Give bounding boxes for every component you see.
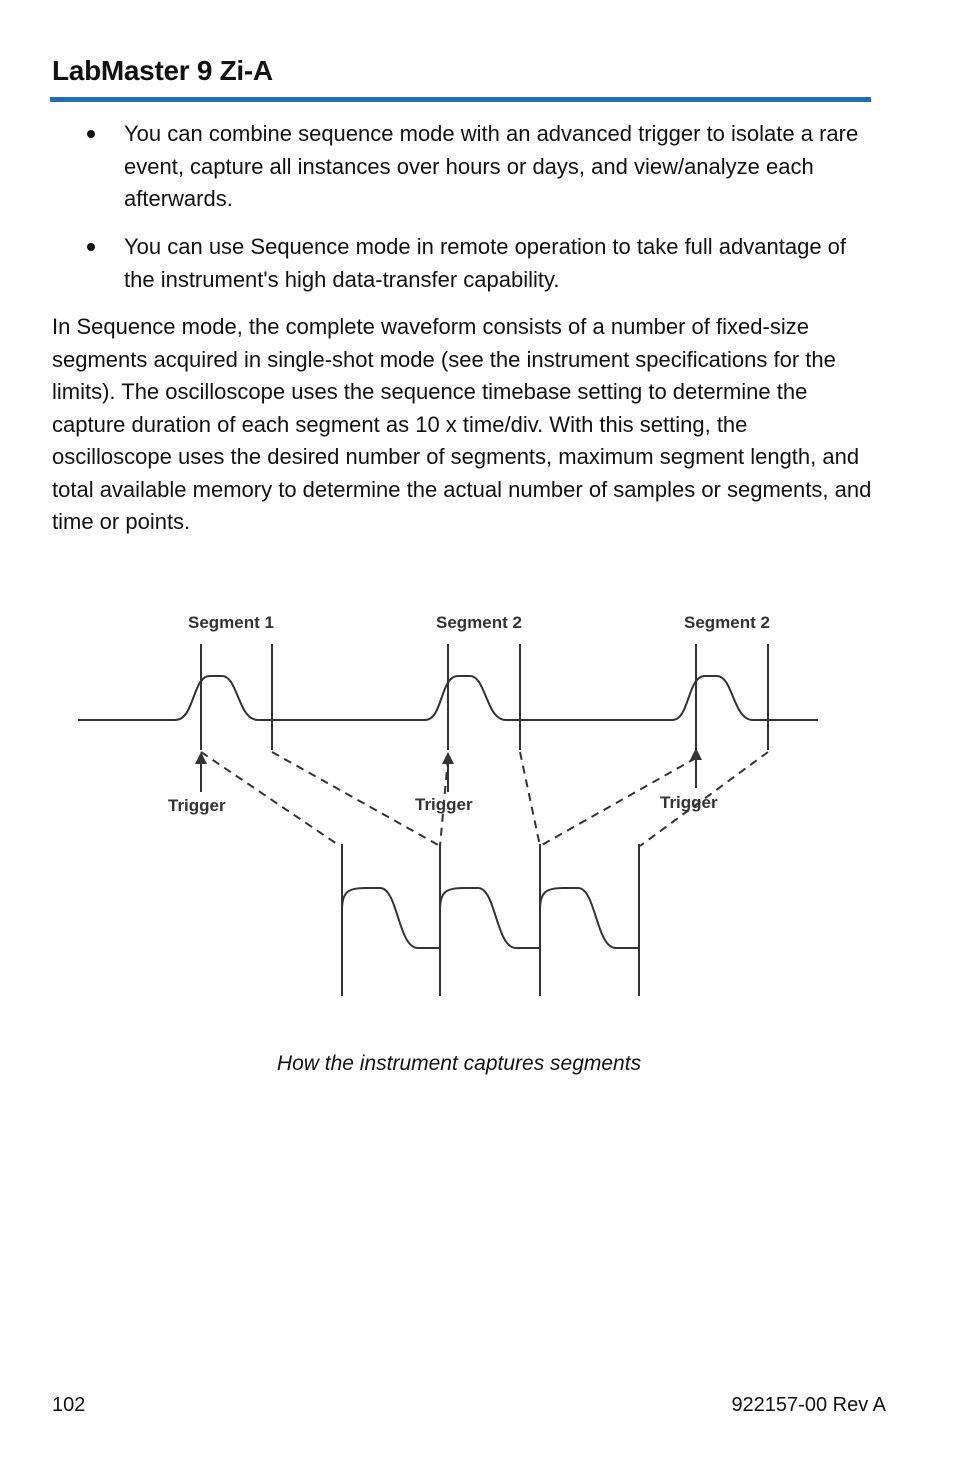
captured-segment-markers: [342, 844, 639, 996]
bullet-item: [124, 231, 879, 296]
diagram-svg: [60, 600, 840, 1010]
trigger-label: Trigger: [660, 793, 718, 812]
bullet-item: [124, 118, 879, 216]
trigger-label: Trigger: [168, 796, 226, 815]
bullet-dot-icon: [87, 243, 95, 251]
page-header-title: LabMaster 9 Zi-A: [52, 55, 273, 86]
segment-window-markers: [201, 644, 768, 750]
bullet-text: You can combine sequence mode with an advanced trigger to isolate a rare event, capture all instances over hours or days, and view/analyze each afterwards.: [124, 121, 859, 211]
bullet-dot-icon: [87, 130, 95, 138]
segment-label: Segment 2: [684, 613, 770, 632]
document-id: 922157-00 Rev A: [731, 1394, 886, 1416]
page-number: 102: [52, 1394, 86, 1416]
captured-waveform: [342, 888, 639, 948]
trigger-label: Trigger: [415, 795, 473, 814]
body-paragraph: In Sequence mode, the complete waveform consists of a number of fixed-size segments acquired in single-shot mode (see the instrument specifications for the limits). The oscilloscope uses the sequence timebase setting to determine the capture duration of each segment as 10 x time/div. With this setting, the oscilloscope uses the desired number of segments, maximum segment length, and total available memory to determine the actual number of samples or segments, and time or points.: [52, 314, 872, 534]
segment-label: Segment 1: [188, 613, 274, 632]
segment-capture-diagram: [60, 600, 840, 1010]
header-rule: [50, 97, 871, 102]
bullet-text: You can use Sequence mode in remote operation to take full advantage of the instrument's high data-transfer capability.: [124, 234, 847, 292]
segment-label: Segment 2: [436, 613, 522, 632]
figure-caption: How the instrument captures segments: [276, 1052, 642, 1075]
